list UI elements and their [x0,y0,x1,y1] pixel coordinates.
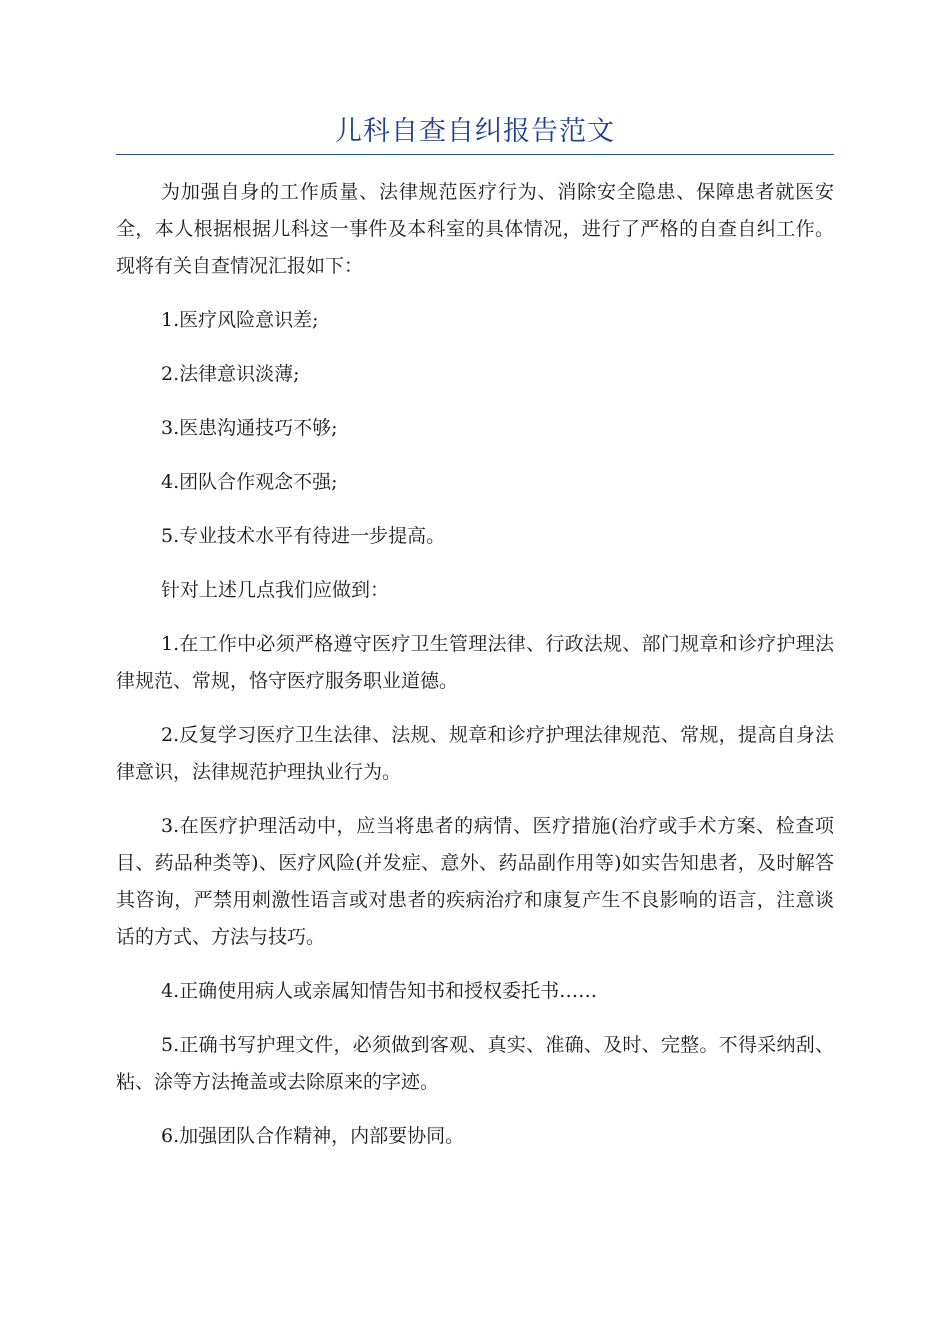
intro-paragraph: 为加强自身的工作质量、法律规范医疗行为、消除安全隐患、保障患者就医安全，本人根据根据儿科这一事件及本科室的具体情况，进行了严格的自查自纠工作。现将有关自查情况汇报如下： [116,181,834,277]
measure-item-4: 4.正确使用病人或亲属知情告知书和授权委托书…… [161,980,598,1002]
measure-item-6: 6.加强团队合作精神，内部要协同。 [161,1125,465,1147]
measure-item-5: 5.正确书写护理文件，必须做到客观、真实、准确、及时、完整。不得采纳刮、粘、涂等方法掩盖或去除原来的字迹。 [116,1034,834,1093]
measure-item-1: 1.在工作中必须严格遵守医疗卫生管理法律、行政法规、部门规章和诊疗护理法律规范、常规，恪守医疗服务职业道德。 [116,633,834,692]
measure-item-3: 3.在医疗护理活动中，应当将患者的病情、医疗措施(治疗或手术方案、检查项目、药品种类等)、医疗风险(并发症、意外、药品副作用等)如实告知患者，及时解答其咨询，严禁用刺激性语言或对患者的疾病治疗和康复产生不良影响的语言，注意谈话的方式、方法与技巧。 [116,815,834,948]
problem-item-3: 3.医患沟通技巧不够; [161,417,338,439]
title-underline [116,154,834,155]
problem-item-4: 4.团队合作观念不强; [161,471,338,493]
measures-heading: 针对上述几点我们应做到： [161,579,390,601]
problem-item-2: 2.法律意识淡薄; [161,363,300,385]
problem-item-1: 1.医疗风险意识差; [161,309,319,331]
problem-item-5: 5.专业技术水平有待进一步提高。 [161,525,446,547]
document-body [116,174,834,1172]
document-title: 儿科自查自纠报告范文 [335,116,615,147]
measure-item-2: 2.反复学习医疗卫生法律、法规、规章和诊疗护理法律规范、常规，提高自身法律意识，法律规范护理执业行为。 [116,724,834,783]
